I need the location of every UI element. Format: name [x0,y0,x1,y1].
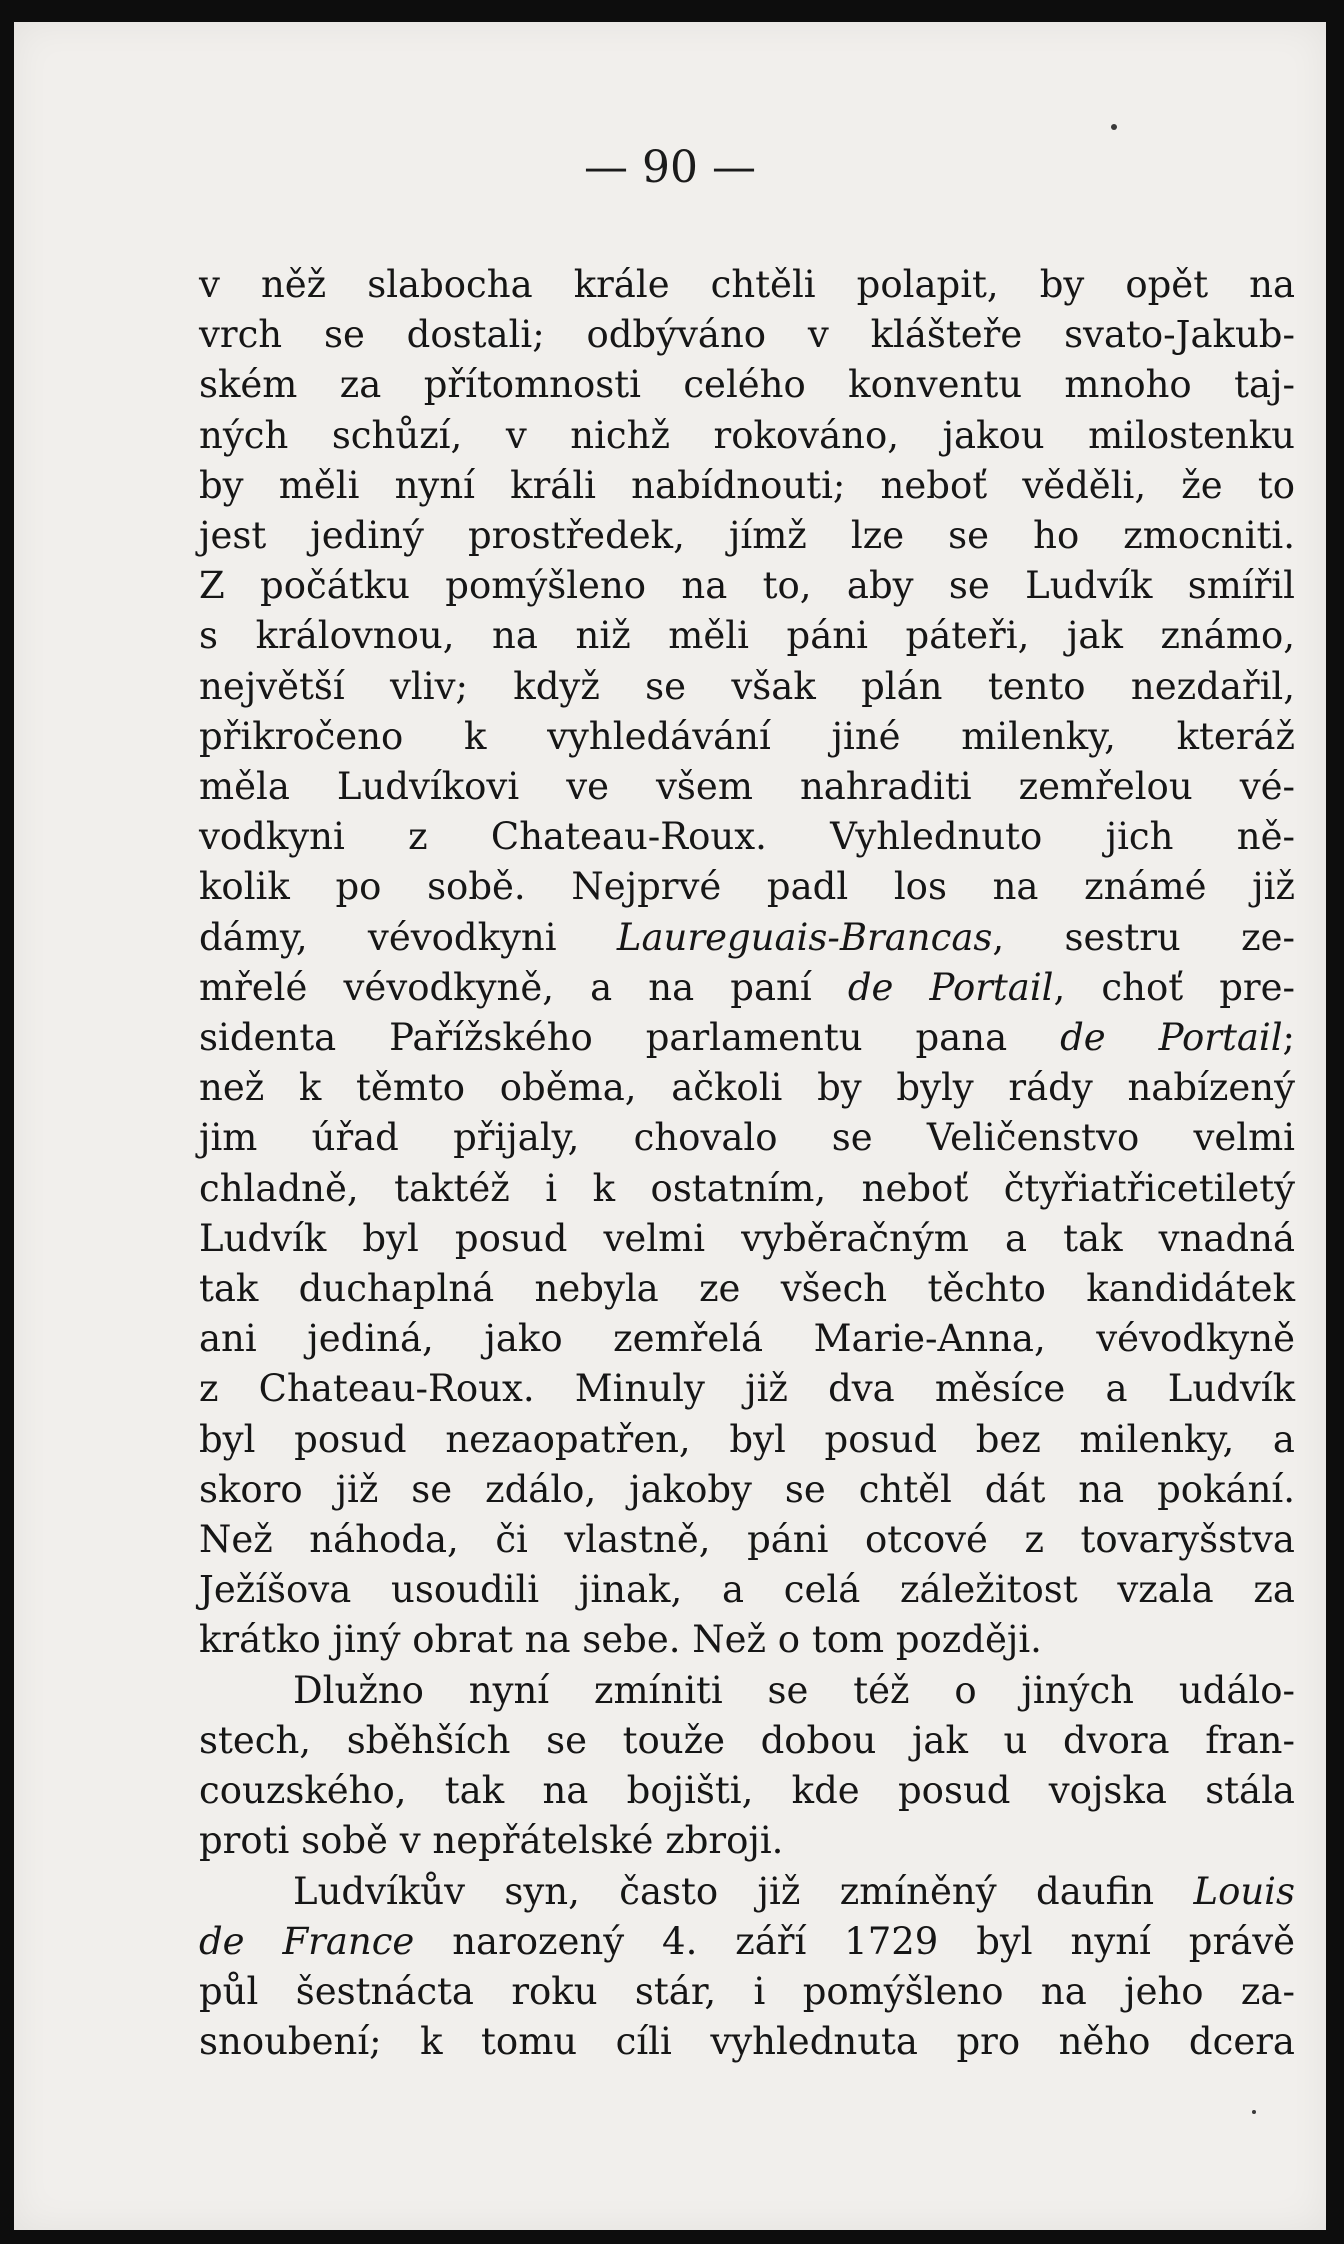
text-line [199,1917,1295,1967]
text-line: tak duchaplná nebyla ze všech těchto kandidátek [199,1267,1295,1311]
text-run: sidenta Pařížského parlamentu pana [199,1016,1061,1060]
italic-name: de Portail [1060,1016,1283,1060]
italic-name: Laureguais-Brancas [616,915,993,959]
text-line [199,1013,1295,1063]
text-run: Ludvíkův syn, často již zmíněný daufin [293,1869,1194,1913]
text-run: ; [1282,1016,1296,1060]
paragraph-1 [199,260,1295,1666]
text-line [199,913,1295,963]
text-line [199,963,1295,1013]
page-number: — 90 — [584,142,756,193]
text-line: couzského, tak na bojišti, kde posud vojska stála [199,1769,1295,1813]
text-line: z Chateau-Roux. Minuly již dva měsíce a Ludvík [199,1367,1295,1411]
text-line: byl posud nezaopatřen, byl posud bez milenky, a [199,1417,1295,1461]
text-line: vrch se dostali; odbýváno v klášteře svato-Jakub- [199,313,1295,357]
text-line: s královnou, na niž měli páni páteři, jak známo, [199,614,1295,658]
text-line: krátko jiný obrat na sebe. Než o tom později. [199,1618,1042,1662]
text-line: ském za přítomnosti celého konventu mnoho taj- [199,363,1295,407]
text-line: kolik po sobě. Nejprvé padl los na známé již [199,865,1295,909]
text-line: Ludvík byl posud velmi vyběračným a tak vnadná [199,1216,1295,1260]
italic-name: de Portail [847,965,1054,1009]
text-line: by měli nyní králi nabídnouti; neboť věděli, že to [199,463,1295,507]
text-run: dámy, vévodkyni [199,915,617,959]
paragraph-3 [199,1867,1295,2068]
text-line [199,1867,1295,1917]
text-line: Z počátku pomýšleno na to, aby se Ludvík smířil [199,564,1295,608]
text-line: stech, sběhších se touže dobou jak u dvora fran- [199,1718,1295,1762]
text-run: mřelé vévodkyně, a na paní [199,965,848,1009]
text-line: snoubení; k tomu cíli vyhlednuta pro něho dcera [199,2020,1295,2064]
ink-speck [1252,2110,1256,2114]
text-line: v něž slabocha krále chtěli polapit, by opět na [199,263,1295,306]
text-line: Než náhoda, či vlastně, páni otcové z tovaryšstva [199,1518,1295,1562]
text-line: největší vliv; když se však plán tento nezdařil, [199,664,1295,708]
text-line: proti sobě v nepřátelské zbroji. [199,1819,784,1863]
italic-name: de France [199,1919,415,1963]
text-line: Ježíšova usoudili jinak, a celá záležitost vzala za [199,1568,1295,1612]
text-run: narozený 4. září 1729 byl nyní právě [414,1919,1295,1963]
paragraph-2 [199,1666,1295,1867]
text-line: měla Ludvíkovi ve všem nahraditi zemřelou vé- [199,765,1295,809]
text-line: přikročeno k vyhledávání jiné milenky, kteráž [199,714,1295,758]
text-line: ných schůzí, v nichž rokováno, jakou milostenku [199,413,1295,457]
body-text [199,260,1295,2067]
text-line: vodkyni z Chateau-Roux. Vyhlednuto jich ně- [199,815,1295,859]
text-line: než k těmto oběma, ačkoli by byly rády nabízený [199,1066,1295,1110]
text-run: , choť pre- [1053,965,1295,1009]
text-line: jest jediný prostředek, jímž lze se ho zmocniti. [199,514,1295,558]
text-line: ani jediná, jako zemřelá Marie-Anna, vévodkyně [199,1317,1295,1361]
text-line: půl šestnácta roku stár, i pomýšleno na jeho za- [199,1969,1295,2013]
italic-name: Louis [1193,1869,1295,1913]
text-line: skoro již se zdálo, jakoby se chtěl dát na pokání. [199,1467,1295,1511]
ink-speck [1111,124,1117,130]
text-line: chladně, taktéž i k ostatním, neboť čtyřiatřicetiletý [199,1166,1295,1210]
text-run: , sestru ze- [992,915,1295,959]
text-line: jim úřad přijaly, chovalo se Veličenstvo velmi [199,1116,1295,1160]
book-page [14,22,1326,2230]
text-line: Dlužno nyní zmíniti se též o jiných událo- [293,1668,1295,1712]
